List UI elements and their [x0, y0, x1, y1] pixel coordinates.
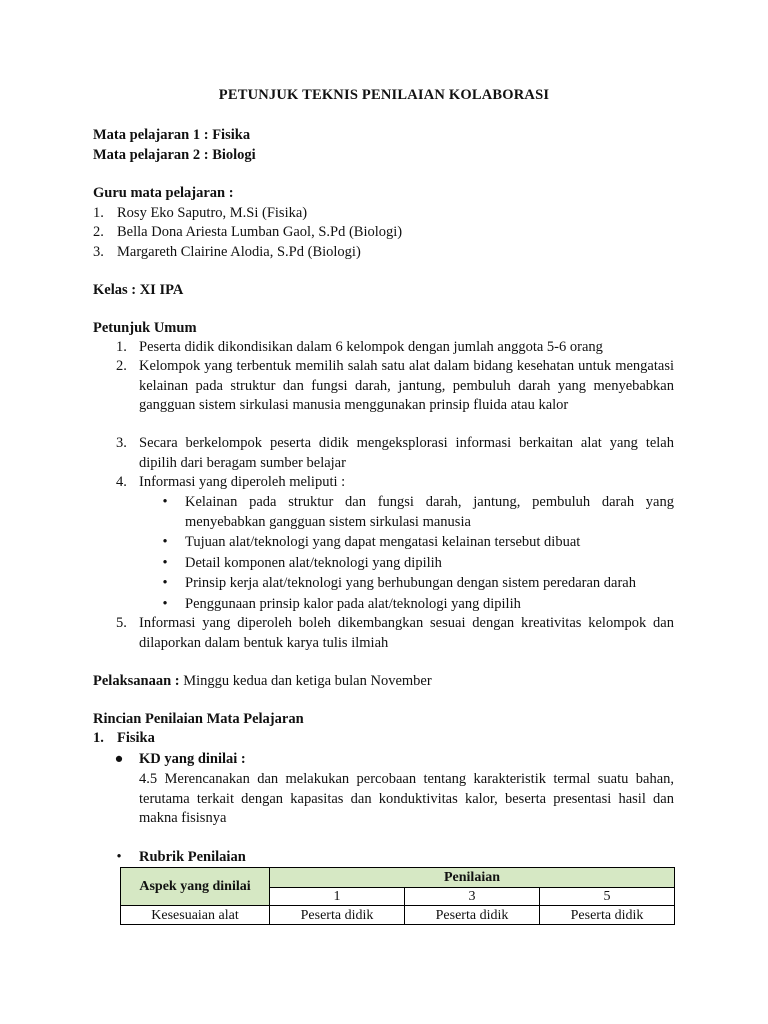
list-number: 1.	[116, 339, 127, 355]
kd-text: 4.5 Merencanakan dan melakukan percobaan tentang karakteristik termal suatu bahan, terutama terkait dengan kapasitas dan konduktivitas kalor, beserta presentasi hasil dan makna fisisnya	[139, 771, 674, 826]
aspek-header: Aspek yang dinilai	[121, 868, 270, 906]
rubrik-label: Rubrik Penilaian	[139, 849, 246, 865]
score-header: 3	[405, 888, 540, 906]
teacher-item	[93, 243, 361, 263]
score-header: 1	[270, 888, 405, 906]
score-header: 5	[540, 888, 675, 906]
teacher-item	[93, 204, 307, 224]
bullet-icon: •	[162, 494, 168, 510]
teacher-name: Bella Dona Ariesta Lumban Gaol, S.Pd (Biologi)	[117, 224, 403, 240]
petunjuk-heading: Petunjuk Umum	[93, 320, 197, 336]
subject-name: Fisika	[117, 730, 155, 746]
aspek-cell: Kesesuaian alat	[121, 906, 270, 925]
list-number: 1.	[93, 205, 104, 221]
list-number: 3.	[116, 435, 127, 451]
petunjuk-item-3: Secara berkelompok peserta didik mengeksplorasi informasi berkaitan alat yang telah dipilih dari beragam sumber belajar	[139, 435, 674, 471]
sub-item-4: Prinsip kerja alat/teknologi yang berhubungan dengan sistem peredaran darah	[185, 575, 636, 591]
kelas-label: Kelas : XI IPA	[93, 282, 184, 298]
bullet-icon: •	[162, 555, 168, 571]
teacher-name: Margareth Clairine Alodia, S.Pd (Biologi)	[117, 244, 361, 260]
teacher-name: Rosy Eko Saputro, M.Si (Fisika)	[117, 205, 308, 221]
rincian-heading: Rincian Penilaian Mata Pelajaran	[93, 711, 304, 727]
table-row	[121, 906, 675, 925]
subject-heading	[93, 729, 155, 749]
bullet-icon: •	[162, 534, 168, 550]
sub-item-5: Penggunaan prinsip kalor pada alat/teknologi yang dipilih	[185, 596, 521, 612]
sub-item-2: Tujuan alat/teknologi yang dapat mengatasi kelainan tersebut dibuat	[185, 534, 581, 550]
table-cell: Peserta didik	[540, 906, 675, 925]
pelaksanaan-label: Pelaksanaan :	[93, 673, 180, 689]
subject-2: Mata pelajaran 2 : Biologi	[93, 147, 256, 163]
pelaksanaan-value: Minggu kedua dan ketiga bulan November	[179, 673, 432, 689]
bullet-icon: •	[162, 596, 168, 612]
bullet-icon: ●	[114, 751, 124, 767]
pelaksanaan-line	[93, 672, 432, 692]
petunjuk-item-2: Kelompok yang terbentuk memilih salah satu alat dalam bidang kesehatan untuk mengatasi kelainan pada struktur dan fungsi darah, jantung, pembuluh darah yang menyebabkan gangguan sistem sirkulasi manusia menggunakan prinsip fluida atau kalor	[139, 358, 674, 413]
list-number: 3.	[93, 244, 104, 260]
list-number: 2.	[116, 358, 127, 374]
document-title: PETUNJUK TEKNIS PENILAIAN KOLABORASI	[218, 87, 550, 103]
teacher-item	[93, 223, 402, 243]
penilaian-header: Penilaian	[270, 868, 675, 888]
bullet-icon: •	[162, 575, 168, 591]
list-number: 4.	[116, 474, 127, 490]
table-cell: Peserta didik	[270, 906, 405, 925]
petunjuk-item-5: Informasi yang diperoleh boleh dikembangkan sesuai dengan kreativitas kelompok dan dilaporkan dalam bentuk karya tulis ilmiah	[139, 615, 674, 651]
list-number: 5.	[116, 615, 127, 631]
sub-item-1: Kelainan pada struktur dan fungsi darah, jantung, pembuluh darah yang menyebabkan gangguan sistem sirkulasi manusia	[185, 494, 674, 530]
kd-label: KD yang dinilai :	[139, 751, 246, 767]
rubrik-table	[120, 867, 675, 925]
petunjuk-item-4: Informasi yang diperoleh meliputi :	[139, 474, 346, 490]
bullet-icon: •	[116, 849, 122, 865]
sub-item-3: Detail komponen alat/teknologi yang dipilih	[185, 555, 442, 571]
table-cell: Peserta didik	[405, 906, 540, 925]
petunjuk-item-1: Peserta didik dikondisikan dalam 6 kelompok dengan jumlah anggota 5-6 orang	[139, 339, 603, 355]
list-number: 1.	[93, 730, 104, 746]
subject-1: Mata pelajaran 1 : Fisika	[93, 127, 251, 143]
teachers-heading: Guru mata pelajaran :	[93, 185, 234, 201]
list-number: 2.	[93, 224, 104, 240]
